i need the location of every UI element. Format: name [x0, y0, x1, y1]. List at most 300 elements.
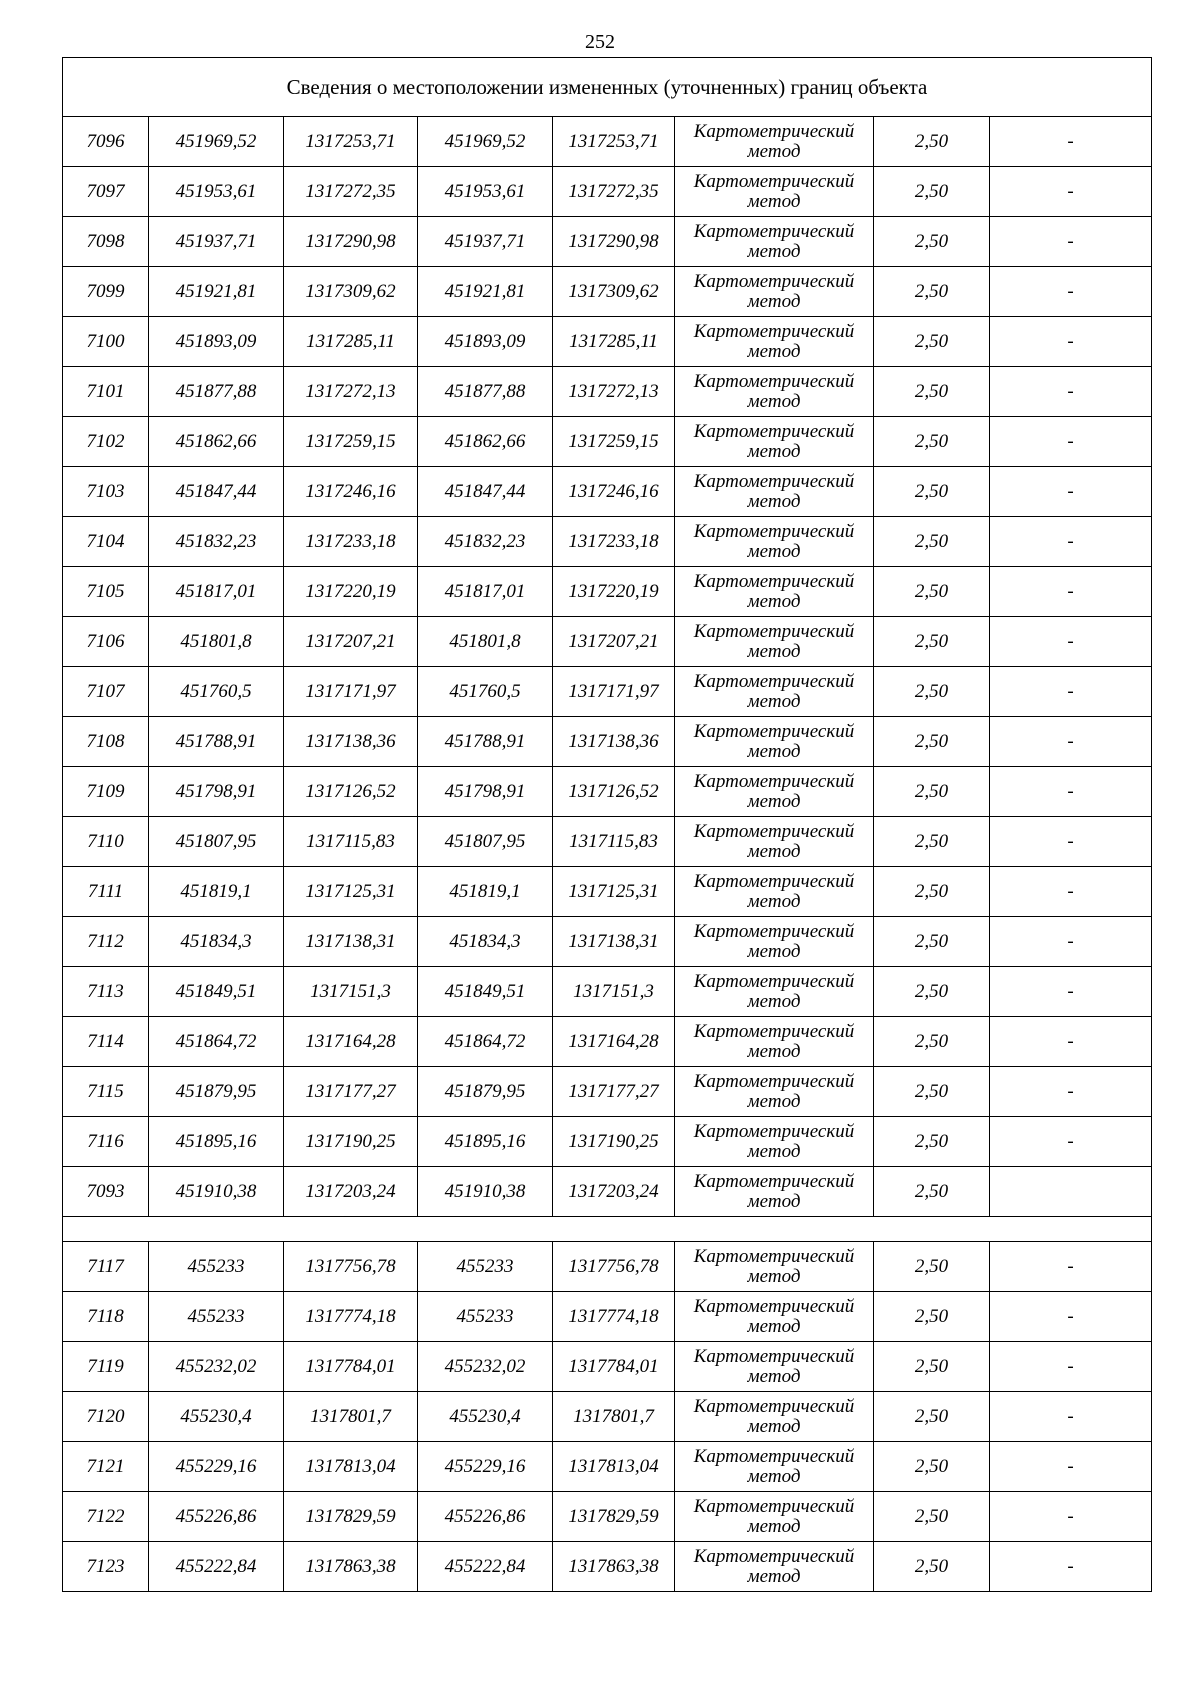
note-cell: -: [990, 1242, 1152, 1292]
point-number-cell: 7121: [63, 1442, 149, 1492]
table-row: [63, 1542, 1152, 1592]
method-line-2: метод: [747, 640, 801, 662]
y-existing-cell: 1317784,01: [284, 1342, 418, 1392]
point-number-cell: 7097: [63, 167, 149, 217]
x-existing-cell: 451801,8: [149, 617, 284, 667]
method-line-1: Картометрический: [693, 1495, 855, 1517]
y-existing-cell: 1317290,98: [284, 217, 418, 267]
x-new-cell: 455230,4: [418, 1392, 553, 1442]
point-number-cell: 7103: [63, 467, 149, 517]
x-new-cell: 451847,44: [418, 467, 553, 517]
y-new-cell: 1317125,31: [553, 867, 675, 917]
x-new-cell: 451921,81: [418, 267, 553, 317]
table-row: [63, 567, 1152, 617]
y-existing-cell: 1317246,16: [284, 467, 418, 517]
accuracy-cell: 2,50: [874, 367, 990, 417]
note-cell: -: [990, 817, 1152, 867]
method-line-1: Картометрический: [693, 820, 855, 842]
x-new-cell: 451895,16: [418, 1117, 553, 1167]
x-existing-cell: 451910,38: [149, 1167, 284, 1217]
method-cell: [675, 867, 874, 917]
table-row: [63, 267, 1152, 317]
method-cell: [675, 917, 874, 967]
x-existing-cell: 455233: [149, 1242, 284, 1292]
group-separator-row: [63, 1217, 1152, 1242]
y-new-cell: 1317138,36: [553, 717, 675, 767]
method-line-1: Картометрический: [693, 920, 855, 942]
table-row: [63, 1017, 1152, 1067]
method-cell: [675, 1392, 874, 1442]
x-existing-cell: 455222,84: [149, 1542, 284, 1592]
method-line-1: Картометрический: [693, 620, 855, 642]
accuracy-cell: 2,50: [874, 1542, 990, 1592]
accuracy-cell: 2,50: [874, 1117, 990, 1167]
point-number-cell: 7116: [63, 1117, 149, 1167]
x-new-cell: 455233: [418, 1242, 553, 1292]
x-new-cell: 451819,1: [418, 867, 553, 917]
x-existing-cell: 451877,88: [149, 367, 284, 417]
table-row: [63, 1492, 1152, 1542]
note-cell: -: [990, 1117, 1152, 1167]
method-line-1: Картометрический: [693, 770, 855, 792]
point-number-cell: 7098: [63, 217, 149, 267]
x-existing-cell: 451862,66: [149, 417, 284, 467]
method-line-2: метод: [747, 1315, 801, 1337]
point-number-cell: 7096: [63, 117, 149, 167]
y-existing-cell: 1317190,25: [284, 1117, 418, 1167]
x-new-cell: 451817,01: [418, 567, 553, 617]
note-cell: -: [990, 1392, 1152, 1442]
table-row: [63, 167, 1152, 217]
method-cell: [675, 167, 874, 217]
method-line-2: метод: [747, 490, 801, 512]
method-line-2: метод: [747, 1090, 801, 1112]
y-new-cell: 1317177,27: [553, 1067, 675, 1117]
method-line-1: Картометрический: [693, 1120, 855, 1142]
method-line-1: Картометрический: [693, 1245, 855, 1267]
x-existing-cell: 451817,01: [149, 567, 284, 617]
accuracy-cell: 2,50: [874, 1492, 990, 1542]
point-number-cell: 7108: [63, 717, 149, 767]
accuracy-cell: 2,50: [874, 317, 990, 367]
method-line-1: Картометрический: [693, 470, 855, 492]
x-existing-cell: 451849,51: [149, 967, 284, 1017]
method-line-2: метод: [747, 240, 801, 262]
method-line-1: Картометрический: [693, 270, 855, 292]
y-new-cell: 1317171,97: [553, 667, 675, 717]
table-row: [63, 317, 1152, 367]
x-new-cell: 451879,95: [418, 1067, 553, 1117]
note-cell: -: [990, 867, 1152, 917]
y-new-cell: 1317756,78: [553, 1242, 675, 1292]
y-new-cell: 1317863,38: [553, 1542, 675, 1592]
point-number-cell: 7122: [63, 1492, 149, 1542]
method-cell: [675, 267, 874, 317]
x-new-cell: 451969,52: [418, 117, 553, 167]
table-row: [63, 517, 1152, 567]
y-existing-cell: 1317151,3: [284, 967, 418, 1017]
x-new-cell: 455226,86: [418, 1492, 553, 1542]
x-existing-cell: 451760,5: [149, 667, 284, 717]
point-number-cell: 7117: [63, 1242, 149, 1292]
method-line-2: метод: [747, 1515, 801, 1537]
table-row: [63, 717, 1152, 767]
x-existing-cell: 451798,91: [149, 767, 284, 817]
point-number-cell: 7100: [63, 317, 149, 367]
x-new-cell: 451893,09: [418, 317, 553, 367]
table-row: [63, 667, 1152, 717]
x-new-cell: 451832,23: [418, 517, 553, 567]
page-number: 252: [585, 31, 615, 53]
table-row: [63, 1242, 1152, 1292]
note-cell: [990, 1167, 1152, 1217]
method-line-2: метод: [747, 1415, 801, 1437]
table-row: [63, 1442, 1152, 1492]
table-row: [63, 917, 1152, 967]
method-line-1: Картометрический: [693, 1545, 855, 1567]
x-new-cell: 455229,16: [418, 1442, 553, 1492]
x-existing-cell: 451895,16: [149, 1117, 284, 1167]
note-cell: -: [990, 467, 1152, 517]
note-cell: -: [990, 717, 1152, 767]
accuracy-cell: 2,50: [874, 267, 990, 317]
method-cell: [675, 667, 874, 717]
accuracy-cell: 2,50: [874, 1017, 990, 1067]
method-cell: [675, 1167, 874, 1217]
accuracy-cell: 2,50: [874, 217, 990, 267]
x-existing-cell: 451937,71: [149, 217, 284, 267]
table-row: [63, 767, 1152, 817]
y-existing-cell: 1317863,38: [284, 1542, 418, 1592]
accuracy-cell: 2,50: [874, 1292, 990, 1342]
table-title-row: [63, 58, 1152, 117]
y-new-cell: 1317272,35: [553, 167, 675, 217]
y-new-cell: 1317164,28: [553, 1017, 675, 1067]
x-new-cell: 451807,95: [418, 817, 553, 867]
note-cell: -: [990, 967, 1152, 1017]
method-line-2: метод: [747, 390, 801, 412]
x-existing-cell: 451834,3: [149, 917, 284, 967]
point-number-cell: 7118: [63, 1292, 149, 1342]
table-row: [63, 1392, 1152, 1442]
x-existing-cell: 451893,09: [149, 317, 284, 367]
y-existing-cell: 1317756,78: [284, 1242, 418, 1292]
method-cell: [675, 1492, 874, 1542]
point-number-cell: 7115: [63, 1067, 149, 1117]
y-existing-cell: 1317253,71: [284, 117, 418, 167]
method-cell: [675, 1242, 874, 1292]
y-new-cell: 1317253,71: [553, 117, 675, 167]
x-existing-cell: 451969,52: [149, 117, 284, 167]
table-row: [63, 817, 1152, 867]
accuracy-cell: 2,50: [874, 667, 990, 717]
method-cell: [675, 1017, 874, 1067]
note-cell: -: [990, 617, 1152, 667]
method-cell: [675, 817, 874, 867]
method-cell: [675, 467, 874, 517]
method-line-2: метод: [747, 290, 801, 312]
note-cell: -: [990, 267, 1152, 317]
y-existing-cell: 1317138,36: [284, 717, 418, 767]
method-cell: [675, 1067, 874, 1117]
method-line-2: метод: [747, 440, 801, 462]
method-line-1: Картометрический: [693, 870, 855, 892]
method-cell: [675, 417, 874, 467]
note-cell: -: [990, 317, 1152, 367]
point-number-cell: 7105: [63, 567, 149, 617]
x-existing-cell: 451788,91: [149, 717, 284, 767]
accuracy-cell: 2,50: [874, 517, 990, 567]
y-existing-cell: 1317115,83: [284, 817, 418, 867]
point-number-cell: 7110: [63, 817, 149, 867]
x-new-cell: 455233: [418, 1292, 553, 1342]
point-number-cell: 7119: [63, 1342, 149, 1392]
y-existing-cell: 1317126,52: [284, 767, 418, 817]
table-title: Сведения о местоположении измененных (уточненных) границ объекта: [63, 58, 1152, 117]
method-cell: [675, 367, 874, 417]
method-cell: [675, 117, 874, 167]
method-line-1: Картометрический: [693, 1020, 855, 1042]
x-existing-cell: 455230,4: [149, 1392, 284, 1442]
note-cell: -: [990, 167, 1152, 217]
y-new-cell: 1317190,25: [553, 1117, 675, 1167]
y-existing-cell: 1317285,11: [284, 317, 418, 367]
method-cell: [675, 217, 874, 267]
method-line-2: метод: [747, 840, 801, 862]
x-existing-cell: 451807,95: [149, 817, 284, 867]
y-new-cell: 1317203,24: [553, 1167, 675, 1217]
y-new-cell: 1317285,11: [553, 317, 675, 367]
y-existing-cell: 1317801,7: [284, 1392, 418, 1442]
method-line-1: Картометрический: [693, 120, 855, 142]
y-new-cell: 1317309,62: [553, 267, 675, 317]
table-row: [63, 1342, 1152, 1392]
method-line-1: Картометрический: [693, 1445, 855, 1467]
method-line-1: Картометрический: [693, 220, 855, 242]
x-new-cell: 451877,88: [418, 367, 553, 417]
x-new-cell: 451910,38: [418, 1167, 553, 1217]
y-new-cell: 1317233,18: [553, 517, 675, 567]
x-new-cell: 451798,91: [418, 767, 553, 817]
method-line-1: Картометрический: [693, 1070, 855, 1092]
note-cell: -: [990, 1542, 1152, 1592]
method-cell: [675, 617, 874, 667]
x-existing-cell: 455226,86: [149, 1492, 284, 1542]
y-new-cell: 1317272,13: [553, 367, 675, 417]
accuracy-cell: 2,50: [874, 917, 990, 967]
y-new-cell: 1317784,01: [553, 1342, 675, 1392]
method-line-1: Картометрический: [693, 1345, 855, 1367]
method-line-2: метод: [747, 1365, 801, 1387]
method-line-2: метод: [747, 1565, 801, 1587]
x-existing-cell: 451819,1: [149, 867, 284, 917]
accuracy-cell: 2,50: [874, 967, 990, 1017]
y-new-cell: 1317151,3: [553, 967, 675, 1017]
method-line-2: метод: [747, 740, 801, 762]
accuracy-cell: 2,50: [874, 1167, 990, 1217]
table-row: [63, 617, 1152, 667]
x-existing-cell: 451953,61: [149, 167, 284, 217]
method-cell: [675, 1542, 874, 1592]
method-line-2: метод: [747, 790, 801, 812]
method-line-1: Картометрический: [693, 570, 855, 592]
accuracy-cell: 2,50: [874, 1342, 990, 1392]
y-existing-cell: 1317207,21: [284, 617, 418, 667]
note-cell: -: [990, 917, 1152, 967]
table-row: [63, 467, 1152, 517]
x-new-cell: 451801,8: [418, 617, 553, 667]
group-separator-cell: [63, 1217, 1152, 1242]
method-line-2: метод: [747, 590, 801, 612]
table-row: [63, 967, 1152, 1017]
table-row: [63, 1117, 1152, 1167]
accuracy-cell: 2,50: [874, 467, 990, 517]
point-number-cell: 7106: [63, 617, 149, 667]
method-line-2: метод: [747, 940, 801, 962]
accuracy-cell: 2,50: [874, 717, 990, 767]
point-number-cell: 7107: [63, 667, 149, 717]
note-cell: -: [990, 417, 1152, 467]
table-row: [63, 117, 1152, 167]
method-line-1: Картометрический: [693, 1295, 855, 1317]
method-cell: [675, 317, 874, 367]
x-existing-cell: 451864,72: [149, 1017, 284, 1067]
note-cell: -: [990, 1442, 1152, 1492]
method-line-1: Картометрический: [693, 370, 855, 392]
note-cell: -: [990, 667, 1152, 717]
point-number-cell: 7113: [63, 967, 149, 1017]
accuracy-cell: 2,50: [874, 1442, 990, 1492]
table-row: [63, 367, 1152, 417]
y-existing-cell: 1317272,35: [284, 167, 418, 217]
accuracy-cell: 2,50: [874, 767, 990, 817]
method-line-2: метод: [747, 890, 801, 912]
table-row: [63, 1067, 1152, 1117]
method-cell: [675, 767, 874, 817]
method-line-2: метод: [747, 540, 801, 562]
x-new-cell: 451834,3: [418, 917, 553, 967]
x-existing-cell: 451832,23: [149, 517, 284, 567]
point-number-cell: 7102: [63, 417, 149, 467]
method-line-2: метод: [747, 190, 801, 212]
point-number-cell: 7109: [63, 767, 149, 817]
y-existing-cell: 1317233,18: [284, 517, 418, 567]
y-new-cell: 1317115,83: [553, 817, 675, 867]
accuracy-cell: 2,50: [874, 167, 990, 217]
x-new-cell: 451862,66: [418, 417, 553, 467]
method-line-1: Картометрический: [693, 1395, 855, 1417]
table-row: [63, 1167, 1152, 1217]
note-cell: -: [990, 1017, 1152, 1067]
y-new-cell: 1317774,18: [553, 1292, 675, 1342]
point-number-cell: 7099: [63, 267, 149, 317]
accuracy-cell: 2,50: [874, 117, 990, 167]
boundary-coordinates-table: [62, 57, 1152, 1592]
y-new-cell: 1317813,04: [553, 1442, 675, 1492]
method-cell: [675, 1342, 874, 1392]
table-row: [63, 867, 1152, 917]
method-line-2: метод: [747, 140, 801, 162]
method-line-2: метод: [747, 1040, 801, 1062]
note-cell: -: [990, 1492, 1152, 1542]
method-cell: [675, 1292, 874, 1342]
accuracy-cell: 2,50: [874, 1392, 990, 1442]
method-line-2: метод: [747, 1265, 801, 1287]
method-line-1: Картометрический: [693, 970, 855, 992]
method-line-1: Картометрический: [693, 670, 855, 692]
accuracy-cell: 2,50: [874, 867, 990, 917]
x-existing-cell: 451879,95: [149, 1067, 284, 1117]
accuracy-cell: 2,50: [874, 1067, 990, 1117]
point-number-cell: 7123: [63, 1542, 149, 1592]
accuracy-cell: 2,50: [874, 1242, 990, 1292]
y-existing-cell: 1317177,27: [284, 1067, 418, 1117]
note-cell: -: [990, 767, 1152, 817]
method-line-1: Картометрический: [693, 520, 855, 542]
note-cell: -: [990, 1292, 1152, 1342]
table-row: [63, 217, 1152, 267]
y-existing-cell: 1317125,31: [284, 867, 418, 917]
point-number-cell: 7111: [63, 867, 149, 917]
point-number-cell: 7104: [63, 517, 149, 567]
y-new-cell: 1317126,52: [553, 767, 675, 817]
accuracy-cell: 2,50: [874, 617, 990, 667]
y-new-cell: 1317246,16: [553, 467, 675, 517]
method-cell: [675, 517, 874, 567]
y-existing-cell: 1317259,15: [284, 417, 418, 467]
note-cell: -: [990, 1342, 1152, 1392]
method-line-2: метод: [747, 1140, 801, 1162]
x-new-cell: 451788,91: [418, 717, 553, 767]
table-row: [63, 417, 1152, 467]
x-new-cell: 451864,72: [418, 1017, 553, 1067]
method-line-2: метод: [747, 1465, 801, 1487]
method-line-2: метод: [747, 990, 801, 1012]
y-new-cell: 1317801,7: [553, 1392, 675, 1442]
x-existing-cell: 451921,81: [149, 267, 284, 317]
method-cell: [675, 717, 874, 767]
y-new-cell: 1317259,15: [553, 417, 675, 467]
y-existing-cell: 1317138,31: [284, 917, 418, 967]
point-number-cell: 7101: [63, 367, 149, 417]
note-cell: -: [990, 367, 1152, 417]
y-existing-cell: 1317171,97: [284, 667, 418, 717]
point-number-cell: 7120: [63, 1392, 149, 1442]
method-cell: [675, 567, 874, 617]
accuracy-cell: 2,50: [874, 817, 990, 867]
method-line-1: Картометрический: [693, 320, 855, 342]
method-line-1: Картометрический: [693, 1170, 855, 1192]
y-existing-cell: 1317774,18: [284, 1292, 418, 1342]
accuracy-cell: 2,50: [874, 417, 990, 467]
y-new-cell: 1317207,21: [553, 617, 675, 667]
note-cell: -: [990, 217, 1152, 267]
note-cell: -: [990, 517, 1152, 567]
x-existing-cell: 455229,16: [149, 1442, 284, 1492]
method-cell: [675, 1442, 874, 1492]
x-new-cell: 451760,5: [418, 667, 553, 717]
x-existing-cell: 451847,44: [149, 467, 284, 517]
method-cell: [675, 967, 874, 1017]
y-new-cell: 1317829,59: [553, 1492, 675, 1542]
y-existing-cell: 1317164,28: [284, 1017, 418, 1067]
y-new-cell: 1317290,98: [553, 217, 675, 267]
y-existing-cell: 1317203,24: [284, 1167, 418, 1217]
point-number-cell: 7112: [63, 917, 149, 967]
y-existing-cell: 1317309,62: [284, 267, 418, 317]
y-existing-cell: 1317272,13: [284, 367, 418, 417]
x-existing-cell: 455232,02: [149, 1342, 284, 1392]
